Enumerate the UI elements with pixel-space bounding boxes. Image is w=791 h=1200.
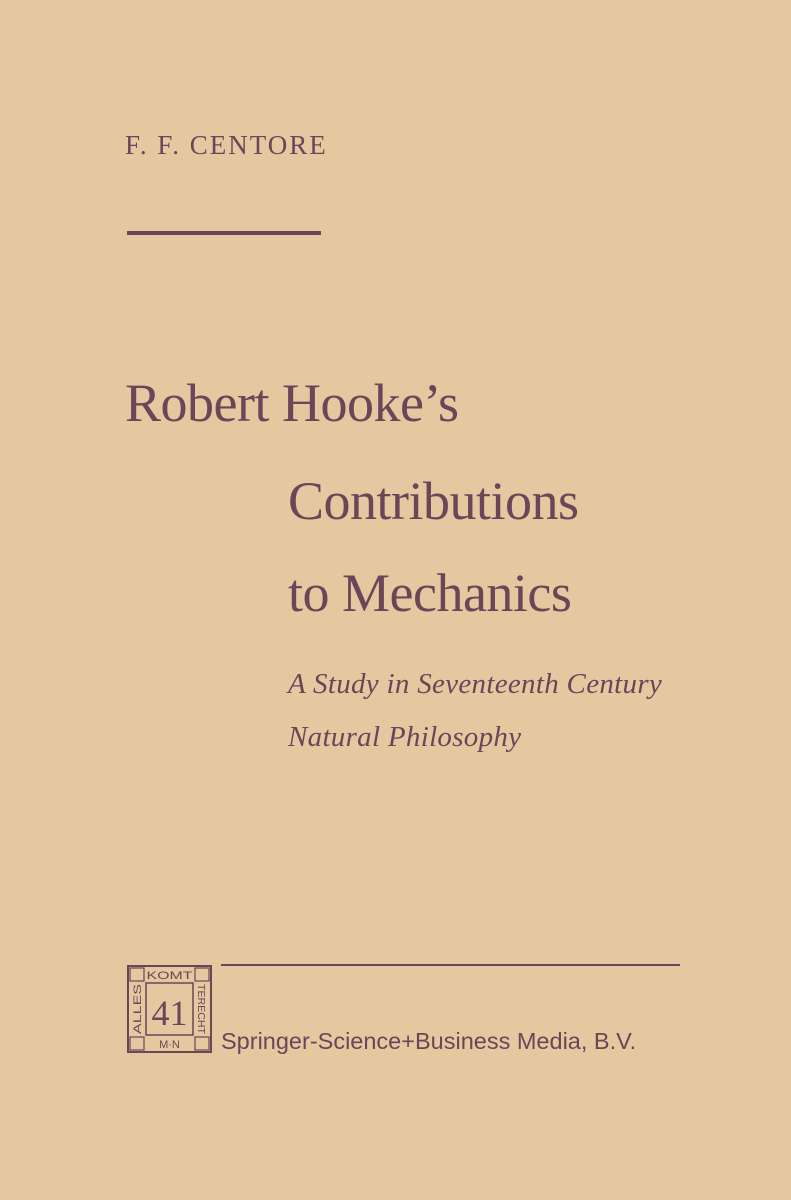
publisher-divider [221, 964, 680, 966]
svg-text:41: 41 [151, 993, 188, 1033]
subtitle-line-2: Natural Philosophy [288, 721, 522, 753]
publisher-logo-icon [127, 965, 212, 1053]
title-line-3: to Mechanics [288, 563, 572, 623]
svg-text:M·N: M·N [159, 1039, 180, 1051]
title-line-2: Contributions [288, 471, 579, 531]
svg-text:ALLES: ALLES [132, 999, 144, 1034]
title-line-1: Robert Hooke’s [125, 373, 459, 433]
publisher-name: Springer-Science+Business Media, B.V. [221, 1028, 637, 1054]
subtitle-line-1: A Study in Seventeenth Century [288, 668, 663, 700]
author-name: F. F. CENTORE [125, 130, 328, 160]
svg-text:TERECHT: TERECHT [195, 984, 206, 1032]
svg-text:KOMT: KOMT [146, 970, 193, 982]
author-divider [127, 231, 321, 235]
